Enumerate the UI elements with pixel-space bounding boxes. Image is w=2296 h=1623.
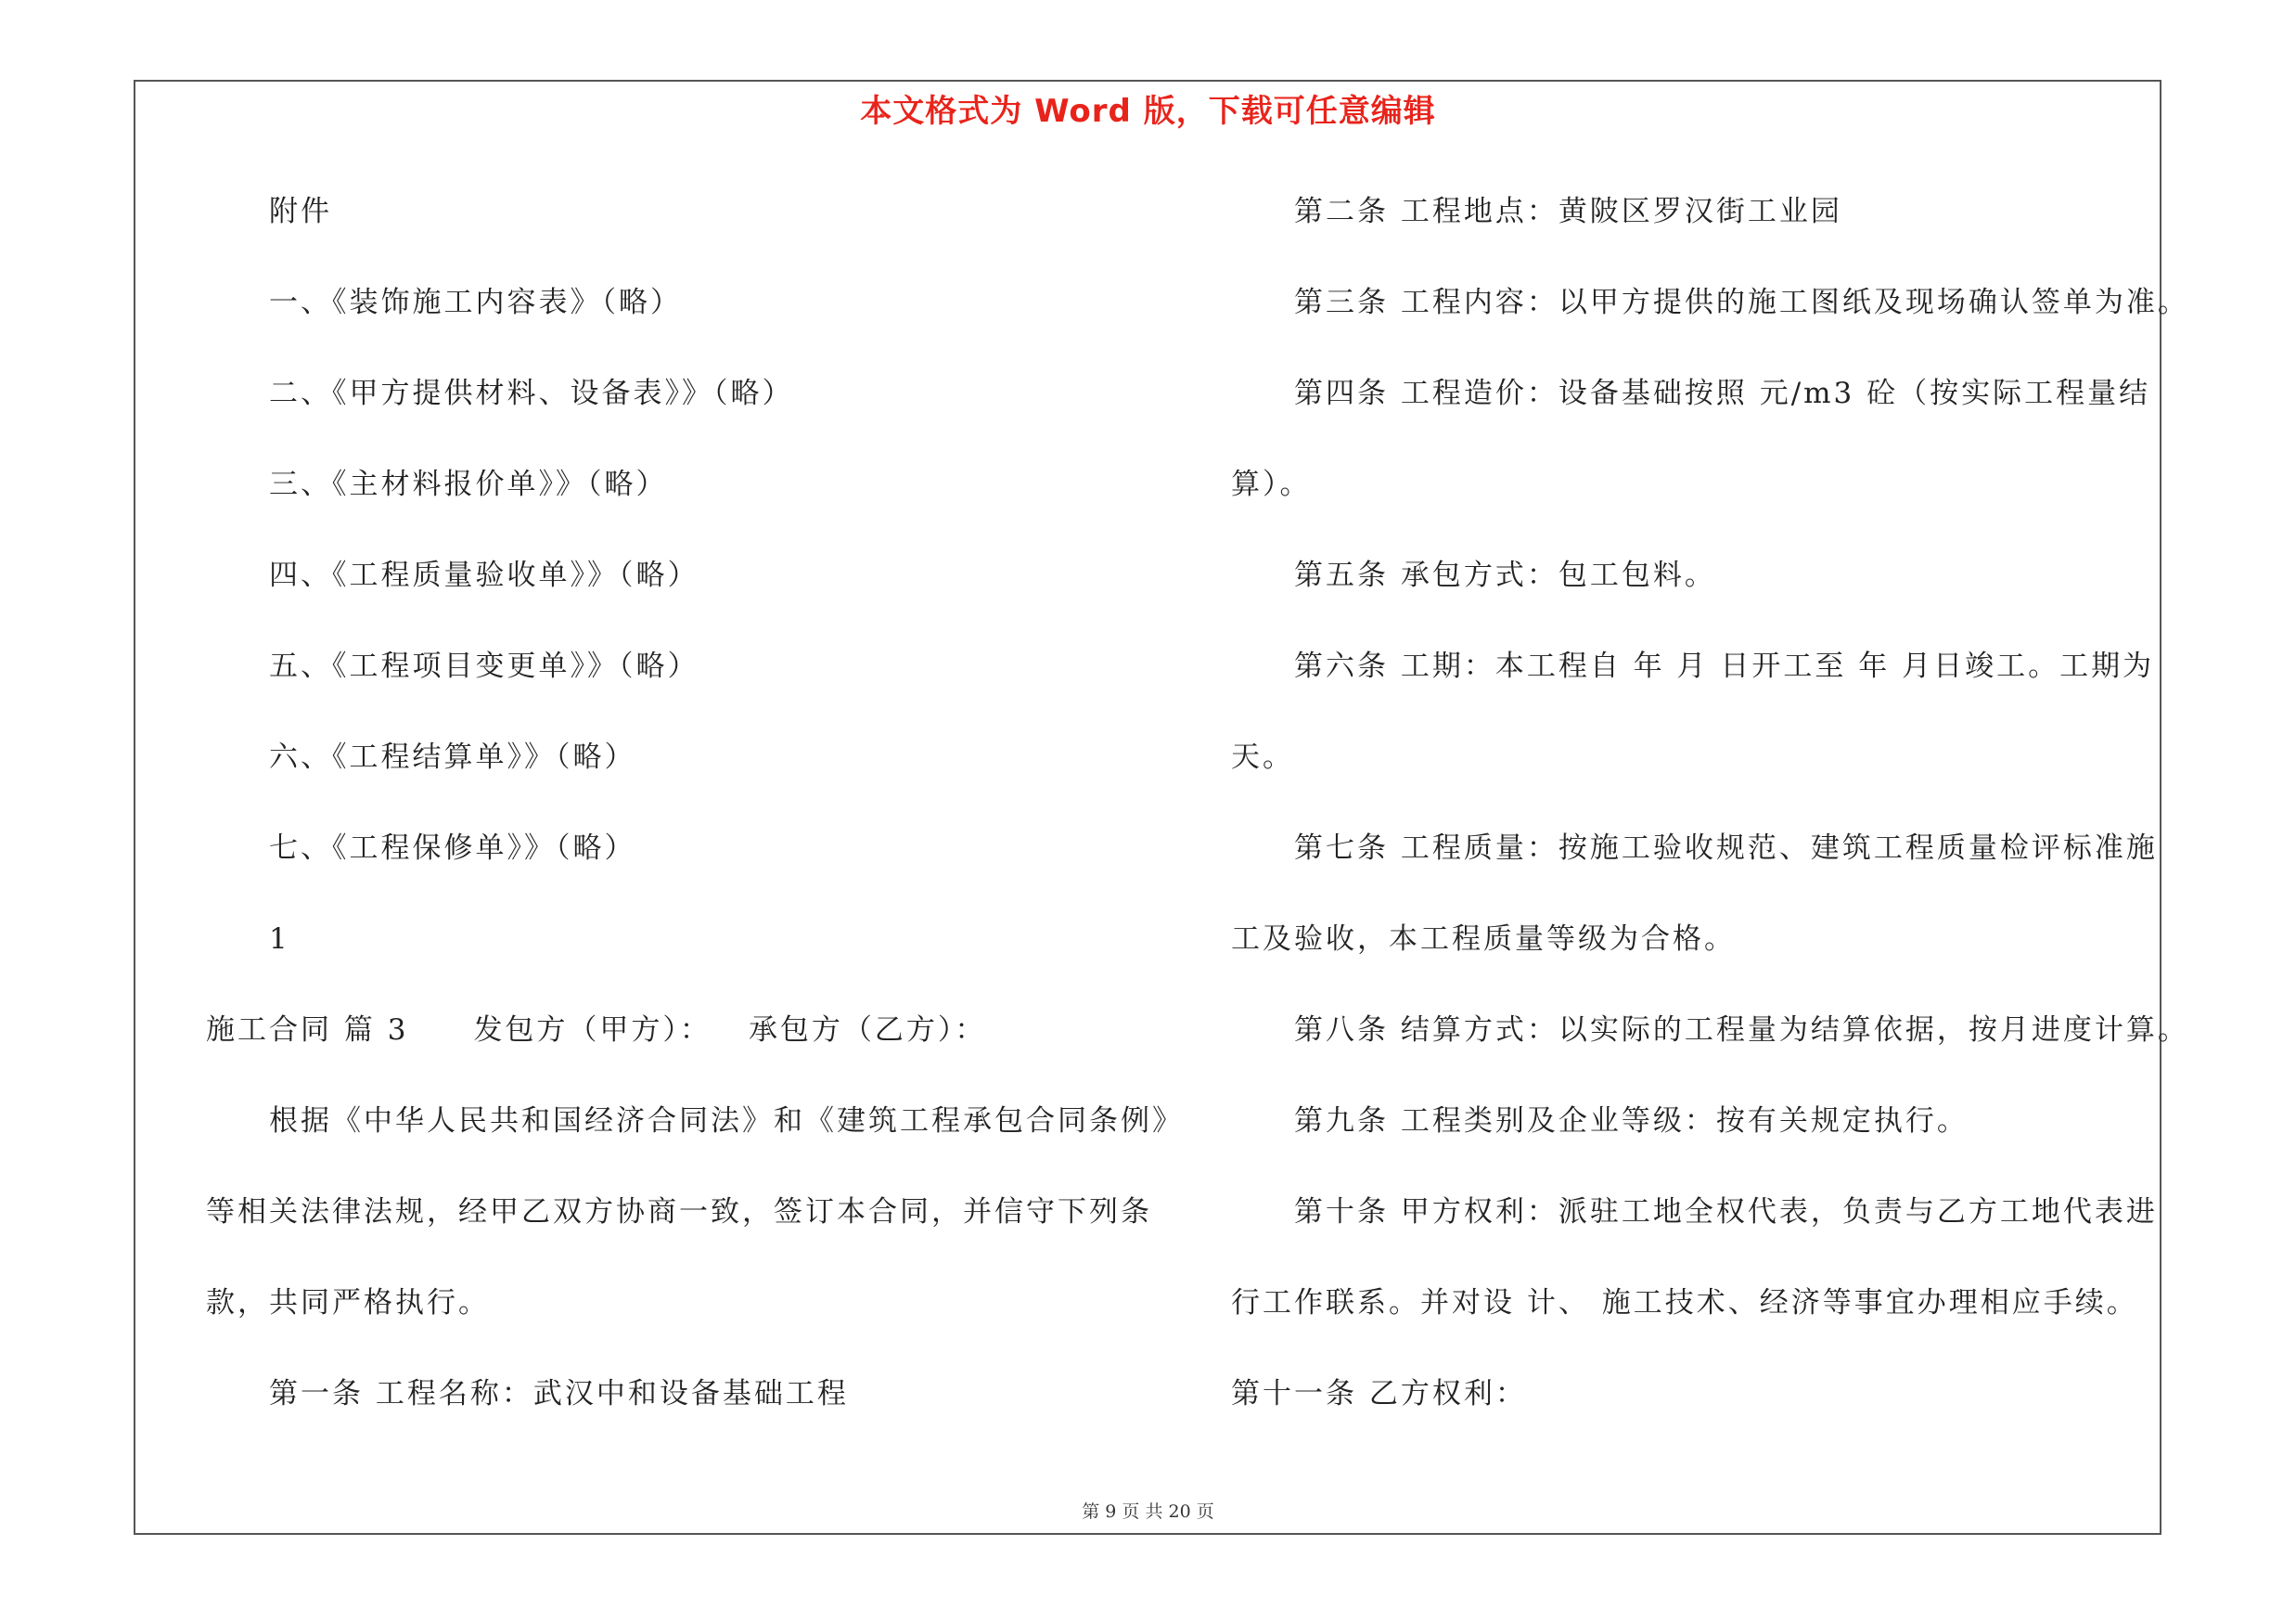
- attachment-item: 一、《装饰施工内容表》（略）: [269, 286, 682, 319]
- format-banner: 本文格式为 Word 版，下载可任意编辑: [860, 93, 1436, 130]
- attachment-item: 三、《主材料报价单》》（略）: [269, 468, 668, 501]
- intro-line: 根据《中华人民共和国经济合同法》和《建筑工程承包合同条例》: [269, 1104, 1184, 1138]
- article-10: 第十条 甲方权利：派驻工地全权代表，负责与乙方工地代表进: [1294, 1195, 2158, 1229]
- article-8: 第八条 结算方式：以实际的工程量为结算依据，按月进度计算。: [1294, 1013, 2189, 1047]
- party-a-label: 发包方（甲方）：: [473, 1013, 712, 1047]
- article-5: 第五条 承包方式：包工包料。: [1294, 559, 1716, 592]
- attachment-item: 四、《工程质量验收单》》（略）: [269, 559, 699, 592]
- article-10-cont: 行工作联系。并对设 计、 施工技术、经济等事宜办理相应手续。: [1231, 1286, 2138, 1320]
- left-column: [206, 184, 1184, 1457]
- article-7: 第七条 工程质量：按施工验收规范、建筑工程质量检评标准施: [1294, 831, 2158, 865]
- contract-heading: 施工合同 篇 3: [206, 1013, 409, 1047]
- article-2: 第二条 工程地点：黄陂区罗汉街工业园: [1294, 195, 1842, 228]
- article-3: 第三条 工程内容：以甲方提供的施工图纸及现场确认签单为准。: [1294, 286, 2189, 319]
- article-4: 第四条 工程造价：设备基础按照 元/m3 砼（按实际工程量结: [1294, 377, 2151, 410]
- article-4-cont: 算）。: [1231, 468, 1312, 501]
- party-b-label: 承包方（乙方）：: [748, 1013, 987, 1047]
- article-1: 第一条 工程名称：武汉中和设备基础工程: [269, 1377, 849, 1410]
- attachment-item: 六、《工程结算单》》（略）: [269, 741, 636, 774]
- page-footer: 第 9 页 共 20 页: [1082, 1501, 1214, 1522]
- intro-line: 款，共同严格执行。: [206, 1286, 490, 1320]
- page-marker: 1: [269, 922, 290, 956]
- article-9: 第九条 工程类别及企业等级：按有关规定执行。: [1294, 1104, 1969, 1138]
- article-7-cont: 工及验收，本工程质量等级为合格。: [1231, 922, 1736, 956]
- contract-heading-line: [206, 1002, 1171, 1093]
- attachment-item: 七、《工程保修单》》（略）: [269, 831, 636, 865]
- right-column: [1231, 184, 2189, 1457]
- article-6: 第六条 工期：本工程自 年 月 日开工至 年 月日竣工。工期为: [1294, 650, 2155, 683]
- article-6-cont: 天。: [1231, 741, 1294, 774]
- attachment-title: 附件: [269, 195, 332, 228]
- attachment-item: 五、《工程项目变更单》》（略）: [269, 650, 699, 683]
- article-11: 第十一条 乙方权利：: [1231, 1377, 1527, 1410]
- intro-line: 等相关法律法规，经甲乙双方协商一致，签订本合同，并信守下列条: [206, 1195, 1152, 1229]
- attachment-item: 二、《甲方提供材料、设备表》》（略）: [269, 377, 794, 410]
